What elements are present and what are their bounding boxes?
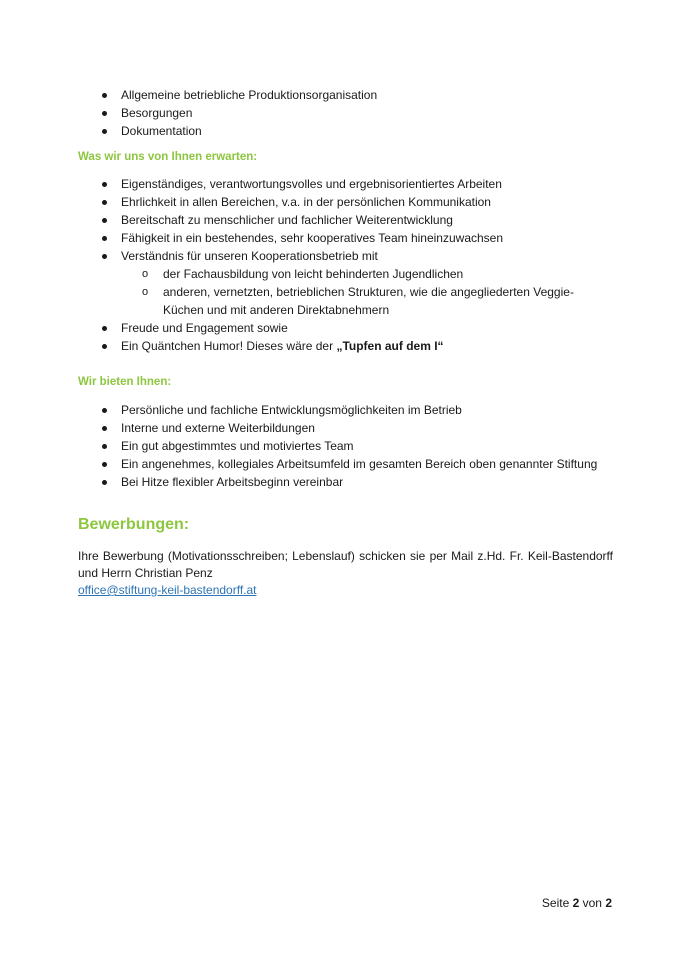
bullet-icon <box>102 344 107 349</box>
list-item: Ein Quäntchen Humor! Dieses wäre der „Tupfen auf dem I“ <box>78 337 638 355</box>
applications-heading: Bewerbungen: <box>78 516 190 533</box>
list-item: Freude und Engagement sowie <box>78 319 638 337</box>
bullet-icon <box>102 93 107 98</box>
list-item: Dokumentation <box>78 122 638 140</box>
humor-emphasis: „Tupfen auf dem I“ <box>336 339 444 353</box>
list-item: Bereitschaft zu menschlicher und fachlicher Weiterentwicklung <box>78 211 638 229</box>
bullet-icon <box>102 200 107 205</box>
list-item: Persönliche und fachliche Entwicklungsmöglichkeiten im Betrieb <box>78 401 638 419</box>
circle-bullet-icon: o <box>142 286 149 298</box>
list-item: Eigenständiges, verantwortungsvolles und ergebnisorientiertes Arbeiten <box>78 175 638 193</box>
bullet-icon <box>102 426 107 431</box>
bullet-icon <box>102 408 107 413</box>
list-item: Allgemeine betriebliche Produktionsorganisation <box>78 86 638 104</box>
expectations-heading: Was wir uns von Ihnen erwarten: <box>78 151 258 163</box>
bullet-icon <box>102 480 107 485</box>
bullet-icon <box>102 462 107 467</box>
page-number: Seite 2 von 2 <box>541 896 612 910</box>
bullet-icon <box>102 218 107 223</box>
circle-bullet-icon: o <box>142 268 149 280</box>
list-item: Bei Hitze flexibler Arbeitsbeginn vereinbar <box>78 473 638 491</box>
offer-heading: Wir bieten Ihnen: <box>78 376 172 388</box>
bullet-icon <box>102 254 107 259</box>
sub-list-item: o der Fachausbildung von leicht behinderten Jugendlichen <box>142 267 464 281</box>
list-item: Besorgungen <box>78 104 638 122</box>
bullet-icon <box>102 182 107 187</box>
bullet-icon <box>102 326 107 331</box>
bullet-icon <box>102 236 107 241</box>
list-item: Verständnis für unseren Kooperationsbetrieb mit o der Fachausbildung von leicht behinderten Jugendlichen o anderen, vernetzten, betrieblichen Strukturen, wie die angegliederten Veggie-Küchen und mit anderen Direktabnehmern <box>78 247 638 319</box>
bullet-icon <box>102 444 107 449</box>
list-item: Ein angenehmes, kollegiales Arbeitsumfeld im gesamten Bereich oben genannter Stiftung <box>78 455 638 473</box>
list-item: Interne und externe Weiterbildungen <box>78 419 638 437</box>
task-list <box>78 86 638 140</box>
sub-list-item: o anderen, vernetzten, betrieblichen Strukturen, wie die angegliederten Veggie-Küchen und mit anderen Direktabnehmern <box>142 285 574 317</box>
list-item: Ein gut abgestimmtes und motiviertes Team <box>78 437 638 455</box>
bullet-icon <box>102 111 107 116</box>
offer-list <box>78 401 638 491</box>
applications-text: Ihre Bewerbung (Motivationsschreiben; Lebenslauf) schicken sie per Mail z.Hd. Fr. Keil-Bastendorff und Herrn Christian Penz <box>78 549 613 580</box>
email-link[interactable]: office@stiftung-keil-bastendorff.at <box>78 583 257 597</box>
bullet-icon <box>102 129 107 134</box>
expectations-list <box>78 175 638 355</box>
sub-list <box>121 265 638 319</box>
list-item: Ehrlichkeit in allen Bereichen, v.a. in der persönlichen Kommunikation <box>78 193 638 211</box>
list-item: Fähigkeit in ein bestehendes, sehr kooperatives Team hineinzuwachsen <box>78 229 638 247</box>
